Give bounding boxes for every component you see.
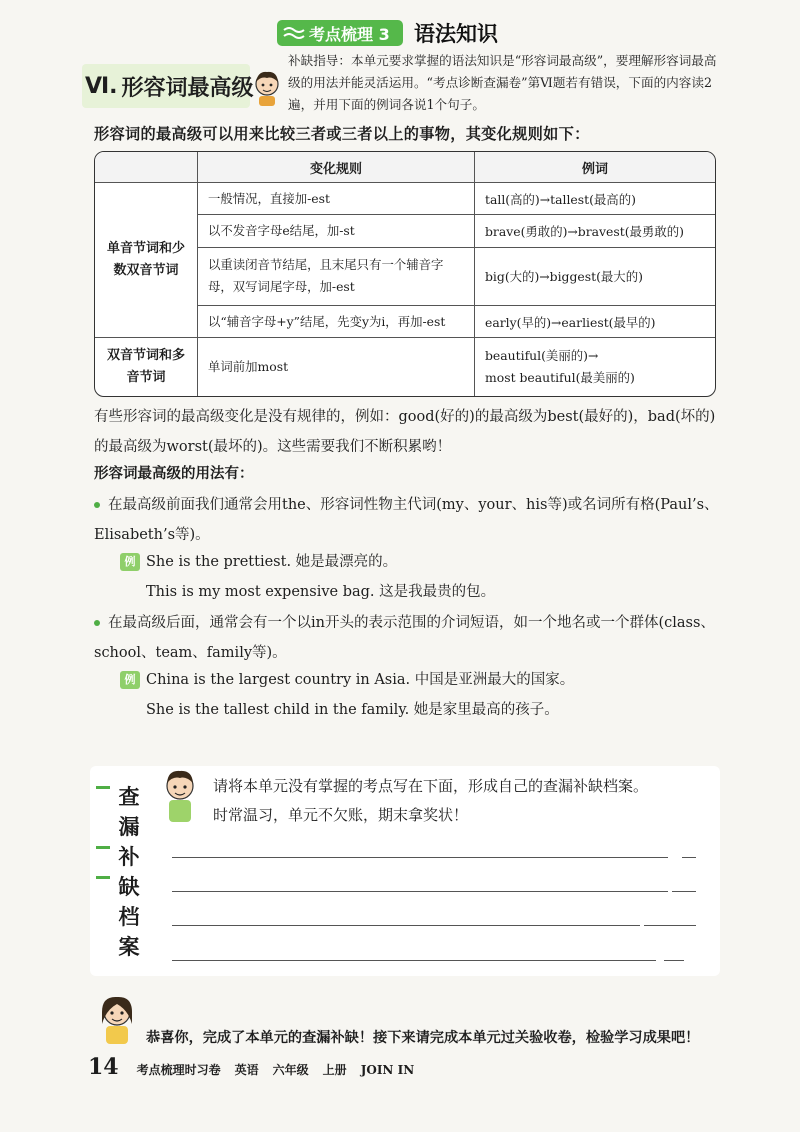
table-header-example: 例词 [475, 152, 716, 183]
review-title [114, 782, 144, 962]
rules-table [94, 151, 716, 397]
writing-line-end [664, 960, 684, 961]
rule-cell: 以“辅音字母+y”结尾，先变y为i，再加-est [198, 306, 475, 338]
example-cell: early(早的)→earliest(最早的) [475, 306, 716, 338]
book-title: 考点梳理时习卷 [136, 1063, 221, 1077]
edition: JOIN IN [360, 1063, 415, 1077]
table-header-blank [95, 152, 198, 183]
subject: 英语 [234, 1063, 259, 1077]
writing-line[interactable] [172, 891, 668, 892]
title-char: 缺 [118, 875, 140, 899]
side-dash-icon [96, 876, 110, 879]
title-char: 查 [118, 785, 140, 809]
bullet-dot-icon [94, 620, 100, 626]
example-cell: big(大的)→biggest(最大的) [475, 247, 716, 306]
title-char: 案 [118, 935, 140, 959]
instruction-line: 请将本单元没有掌握的考点写在下面，形成自己的查漏补缺档案。 [213, 777, 649, 795]
title-char: 补 [118, 845, 140, 869]
usage-heading: 形容词最高级的用法有： [94, 466, 254, 482]
page-footer [88, 1054, 428, 1080]
side-dash-icon [96, 846, 110, 849]
example-line: most beautiful(最美丽的) [485, 370, 635, 386]
usage-point [94, 608, 724, 668]
writing-line-end [644, 925, 696, 926]
bullet-dot-icon [94, 502, 100, 508]
badge-label: 考点梳理 3 [309, 24, 390, 44]
irregular-note: 有些形容词的最高级变化是没有规律的，例如：good(好的)的最高级为best(最好的)，bad(坏的)的最高级为worst(最坏的)。这些需要我们不断积累哟！ [94, 409, 716, 455]
example-sentence: This is my most expensive bag. 这是我最贵的包。 [146, 584, 496, 600]
rule-cell: 以重读闭音节结尾，且末尾只有一个辅音字母，双写词尾字母，加-est [198, 247, 475, 306]
example-sentence [120, 665, 574, 695]
writing-line-end [672, 891, 696, 892]
example-icon: 例 [120, 553, 140, 571]
example-icon: 例 [120, 671, 140, 689]
rule-cell: 单词前加most [198, 338, 475, 396]
example-cell: brave(勇敢的)→bravest(最勇敢的) [475, 215, 716, 247]
writing-line[interactable] [172, 960, 656, 961]
section-heading [85, 70, 254, 102]
side-dash-icon [96, 786, 110, 789]
rule-cell: 以不发音字母e结尾，加-st [198, 215, 475, 247]
example-cell [475, 338, 716, 396]
example-sentence [120, 547, 397, 577]
intro-sentence: 形容词的最高级可以用来比较三者或三者以上的事物，其变化规则如下： [94, 125, 590, 143]
rule-cell: 一般情况，直接加-est [198, 183, 475, 215]
congrats-message: 恭喜你，完成了本单元的查漏补缺！接下来请完成本单元过关验收卷，检验学习成果吧！ [146, 1030, 700, 1046]
usage-point [94, 490, 724, 550]
title-char: 档 [118, 905, 140, 929]
section-number: Ⅵ. [85, 73, 118, 99]
example-line: beautiful(美丽的)→ [485, 348, 599, 364]
category-multi-syllable: 双音节词和多音节词 [95, 338, 198, 396]
review-instruction [213, 772, 713, 830]
instruction-line: 时常温习，单元不欠账，期末拿奖状！ [213, 806, 469, 824]
example-cell: tall(高的)→tallest(最高的) [475, 183, 716, 215]
usage-point-text: 在最高级后面，通常会有一个以in开头的表示范围的介词短语，如一个地名或一个群体(class、school、team、family等)。 [94, 615, 715, 661]
example-text: She is the prettiest. 她是最漂亮的。 [146, 554, 398, 570]
girl-cartoon-icon [92, 990, 142, 1048]
term: 上册 [322, 1063, 347, 1077]
writing-line[interactable] [172, 925, 640, 926]
section-title: 形容词最高级 [121, 75, 254, 101]
boy-cartoon-icon [250, 68, 284, 108]
example-text: China is the largest country in Asia. 中国是亚洲最大的国家。 [146, 672, 575, 688]
writing-line-end [682, 857, 696, 858]
title-char: 漏 [118, 815, 140, 839]
section-badge [277, 20, 403, 46]
category-single-syllable: 单音节词和少数双音节词 [95, 183, 198, 338]
page-title: 语法知识 [414, 22, 498, 46]
page-number: 14 [88, 1054, 119, 1080]
usage-point-text: 在最高级前面我们通常会用the、形容词性物主代词(my、your、his等)或名词所有格(Paul’s、Elisabeth’s等)。 [94, 497, 719, 543]
study-guide: 补缺指导：本单元要求掌握的语法知识是“形容词最高级”，要理解形容词最高级的用法并能灵活运用。“考点诊断查漏卷”第Ⅵ题若有错误，下面的内容读2遍，并用下面的例词各说1个句子。 [288, 53, 717, 112]
table-header-rule: 变化规则 [198, 152, 475, 183]
wave-icon [283, 26, 305, 40]
example-sentence: She is the tallest child in the family. 她是家里最高的孩子。 [146, 702, 559, 718]
grade: 六年级 [272, 1063, 309, 1077]
boy-cartoon-icon [158, 766, 202, 826]
writing-line[interactable] [172, 857, 668, 858]
